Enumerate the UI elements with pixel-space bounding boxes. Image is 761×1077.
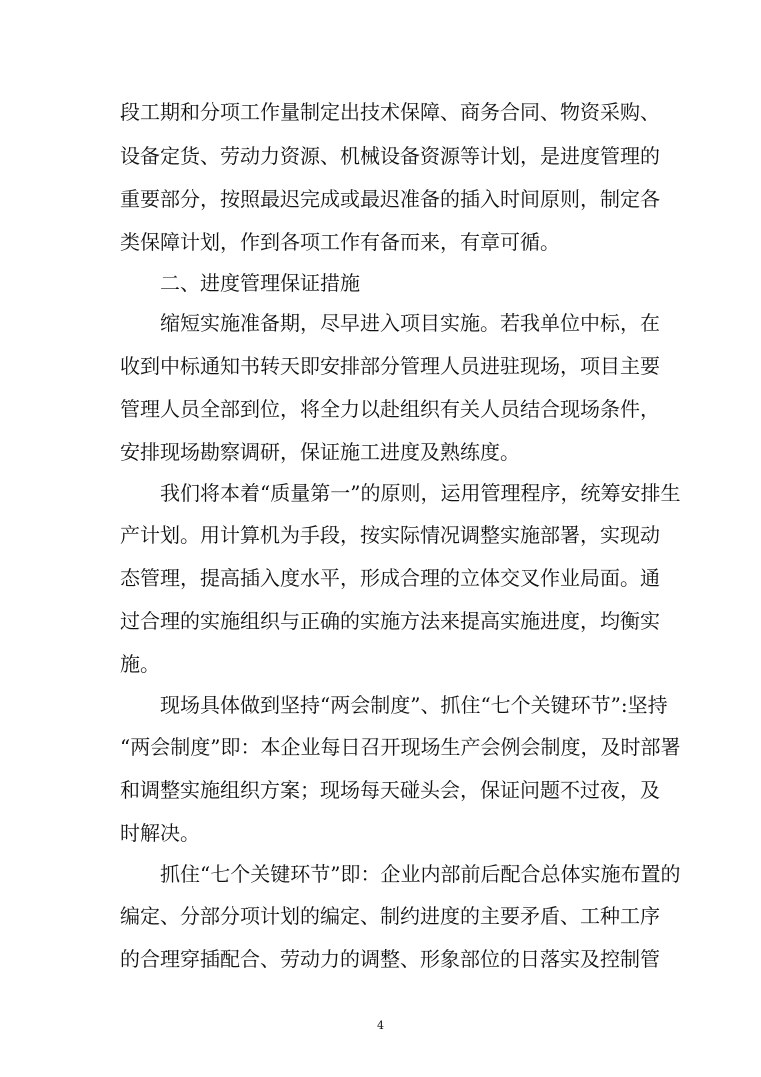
text-line-content: “两会制度”即：本企业每日召开现场生产会例会制度，及时部署 (120, 735, 681, 759)
text-line (0, 563, 761, 593)
text-line-content: 和调整实施组织方案；现场每天碰头会，保证问题不过夜，及 (120, 778, 660, 802)
text-line-content: 施。 (120, 652, 160, 676)
text-line (0, 520, 761, 550)
text-line (0, 97, 761, 127)
text-line (0, 184, 761, 214)
text-line (0, 606, 761, 636)
section-heading (0, 268, 761, 298)
text-line (0, 394, 761, 424)
page-number: 4 (377, 1019, 384, 1032)
text-line (0, 649, 761, 679)
text-line-content: 安排现场勘察调研，保证施工进度及熟练度。 (120, 440, 520, 464)
text-line-content: 的合理穿插配合、劳动力的调整、形象部位的日落实及控制管 (120, 947, 660, 971)
text-line-content: 段工期和分项工作量制定出技术保障、商务合同、物资采购、 (120, 100, 660, 124)
text-line (0, 141, 761, 171)
text-line (0, 732, 761, 762)
text-line (0, 901, 761, 931)
paragraph-first-line (0, 690, 761, 720)
text-line-content: 态管理，提高插入度水平，形成合理的立体交叉作业局面。通 (120, 566, 660, 590)
text-line-content: 收到中标通知书转天即安排部分管理人员进驻现场，项目主要 (120, 354, 660, 378)
text-line-content: 类保障计划，作到各项工作有备而来，有章可循。 (120, 230, 560, 254)
text-line-content: 管理人员全部到位，将全力以赴组织有关人员结合现场条件， (120, 397, 660, 421)
paragraph-first-line (0, 308, 761, 338)
text-line-content: 我们将本着“质量第一”的原则，运用管理程序，统筹安排生 (160, 481, 681, 505)
text-line-content: 时解决。 (120, 821, 200, 845)
text-line (0, 351, 761, 381)
paragraph-first-line (0, 859, 761, 889)
text-line-content: 产计划。用计算机为手段，按实际情况调整实施部署，实现动 (120, 523, 660, 547)
text-line-content: 现场具体做到坚持“两会制度”、抓住“七个关键环节”:坚持 (160, 693, 668, 717)
section-heading-text: 二、进度管理保证措施 (160, 271, 360, 295)
text-line (0, 944, 761, 974)
text-line-content: 过合理的实施组织与正确的实施方法来提高实施进度，均衡实 (120, 609, 660, 633)
text-line (0, 227, 761, 257)
text-line-content: 缩短实施准备期，尽早进入项目实施。若我单位中标，在 (160, 311, 660, 335)
text-line-content: 设备定货、劳动力资源、机械设备资源等计划，是进度管理的 (120, 144, 660, 168)
text-line (0, 775, 761, 805)
text-line (0, 437, 761, 467)
text-line-content: 抓住“七个关键环节”即：企业内部前后配合总体实施布置的 (160, 862, 681, 886)
text-line-content: 编定、分部分项计划的编定、制约进度的主要矛盾、工种工序 (120, 904, 660, 928)
text-line-content: 重要部分，按照最迟完成或最迟准备的插入时间原则，制定各 (120, 187, 660, 211)
paragraph-first-line (0, 478, 761, 508)
text-line (0, 818, 761, 848)
